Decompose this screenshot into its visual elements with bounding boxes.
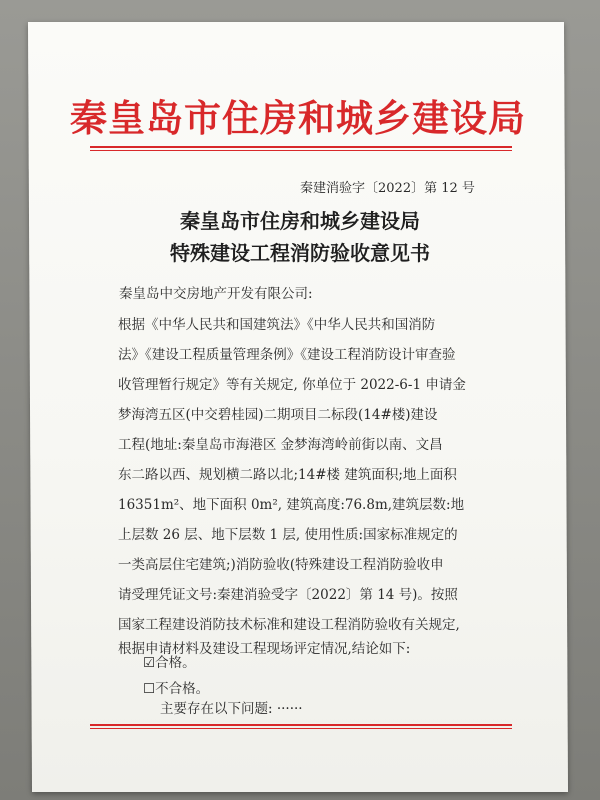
body-line: 国家工程建设消防技术标准和建设工程消防验收有关规定, — [118, 617, 460, 633]
body-line: 根据《中华人民共和国建筑法》《中华人民共和国消防 — [118, 317, 436, 333]
body-line: 上层数 26 层、地下层数 1 层, 使用性质:国家标准规定的 — [118, 527, 458, 543]
body-line: 东二路以西、规划横二路以北;14#楼 建筑面积;地上面积 — [118, 467, 457, 483]
addressee: 秦皇岛中交房地产开发有限公司: — [119, 286, 313, 302]
document-title-line1: 秦皇岛市住房和城乡建设局 — [180, 209, 420, 233]
body-line: 法》《建设工程质量管理条例》《建设工程消防设计审查验 — [118, 347, 456, 363]
result-fail: ☐不合格。 — [143, 681, 210, 697]
footer-rule-thin — [90, 728, 512, 729]
issues-line: 主要存在以下问题: ······ — [160, 701, 303, 717]
body-line: 工程(地址:秦皇岛市海港区 金梦海湾岭前街以南、文昌 — [118, 437, 443, 453]
letterhead-rule-thin — [90, 150, 512, 151]
result-pass: ☑合格。 — [143, 655, 196, 671]
body-line: 收管理暂行规定》等有关规定, 你单位于 2022-6-1 申请金 — [118, 377, 466, 393]
body-line: 梦海湾五区(中交碧桂园)二期项目二标段(14#楼)建设 — [118, 407, 438, 423]
document-title-line2: 特殊建设工程消防验收意见书 — [170, 241, 430, 265]
body-line: 根据申请材料及建设工程现场评定情况,结论如下: — [118, 641, 411, 657]
letterhead-rule-top — [90, 146, 512, 148]
document-number: 秦建消验字〔2022〕第 12 号 — [300, 181, 475, 196]
body-line: 16351m²、地下面积 0m², 建筑高度:76.8m,建筑层数:地 — [118, 497, 465, 513]
body-line: 请受理凭证文号:秦建消验受字〔2022〕第 14 号)。按照 — [118, 587, 458, 603]
letterhead-title: 秦皇岛市住房和城乡建设局 — [70, 96, 526, 140]
body-line: 一类高层住宅建筑;)消防验收(特殊建设工程消防验收申 — [118, 557, 444, 573]
footer-rule-top — [90, 724, 512, 726]
